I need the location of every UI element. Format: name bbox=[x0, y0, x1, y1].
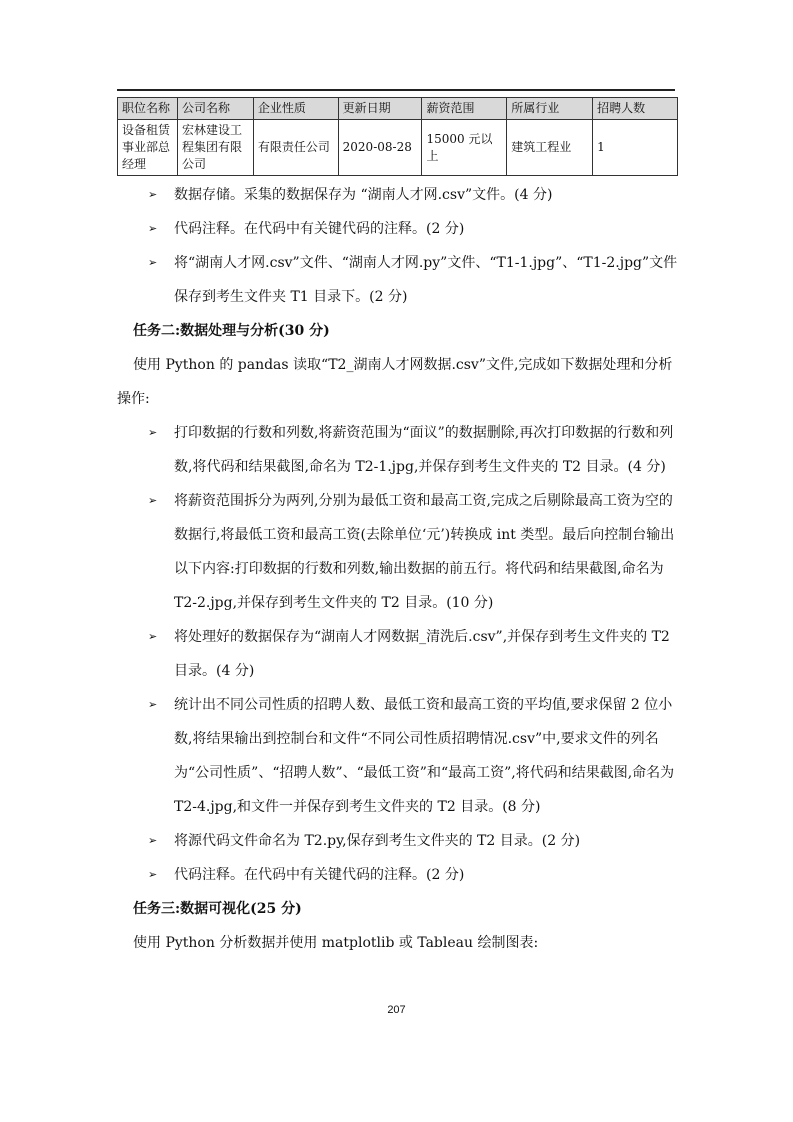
table-cell: 2020-08-28 bbox=[338, 120, 422, 176]
list-item-text: 统计出不同公司性质的招聘人数、最低工资和最高工资的平均值,要求保留 2 位小数,将结果输出到控制台和文件“不同公司性质招聘情况.csv”中,要求文件的列名为“公司性质”、“招聘人数”、“最低工资”和“最高工资”,将代码和结果截图,命名为 T2-4.jpg,和文件一并保存到考生文件夹的 T2 目录。(8 分) bbox=[174, 697, 675, 815]
table-cell: 1 bbox=[593, 120, 678, 176]
header-cell: 所属行业 bbox=[507, 98, 593, 120]
table-cell: 建筑工程业 bbox=[507, 120, 593, 176]
header-cell: 企业性质 bbox=[253, 98, 338, 120]
list-item bbox=[117, 688, 679, 824]
header-cell: 职位名称 bbox=[118, 98, 178, 120]
list-item-text: 代码注释。在代码中有关键代码的注释。(2 分) bbox=[174, 867, 465, 883]
list-item-text: 数据存储。采集的数据保存为 “湖南人才网.csv”文件。(4 分) bbox=[174, 187, 553, 203]
list-item-text: 将薪资范围拆分为两列,分别为最低工资和最高工资,完成之后剔除最高工资为空的数据行,将最低工资和最高工资(去除单位‘元’)转换成 int 类型。最后向控制台输出以下内容:打印数据的行数和列数,输出数据的前五行。将代码和结果截图,命名为 T2-2.jpg,并保存到考生文件夹的 T2 目录。(10 分) bbox=[174, 493, 675, 611]
paragraph: 使用 Python 分析数据并使用 matplotlib 或 Tableau 绘制图表: bbox=[133, 935, 539, 951]
table-cell: 宏林建设工程集团有限公司 bbox=[177, 120, 253, 176]
table-cell: 15000 元以上 bbox=[422, 120, 507, 176]
header-rule bbox=[117, 89, 675, 91]
job-table bbox=[117, 97, 678, 176]
bullet-arrow-icon: ➢ bbox=[148, 222, 158, 235]
bullet-arrow-icon: ➢ bbox=[148, 256, 158, 269]
list-item bbox=[117, 178, 679, 212]
bullet-arrow-icon: ➢ bbox=[148, 834, 158, 847]
header-cell: 招聘人数 bbox=[593, 98, 678, 120]
document-body bbox=[117, 178, 679, 960]
header-cell: 公司名称 bbox=[177, 98, 253, 120]
bullet-arrow-icon: ➢ bbox=[148, 188, 158, 201]
list-item-text: 打印数据的行数和列数,将薪资范围为“面议”的数据删除,再次打印数据的行数和列数,将代码和结果截图,命名为 T2-1.jpg,并保存到考生文件夹的 T2 目录。(4 分) bbox=[174, 425, 674, 475]
table-header-row bbox=[118, 98, 678, 120]
paragraph: 使用 Python 的 pandas 读取“T2_湖南人才网数据.csv”文件,完成如下数据处理和分析操作: bbox=[117, 357, 673, 407]
list-item-text: 将“湖南人才网.csv”文件、“湖南人才网.py”文件、“T1-1.jpg”、“T1-2.jpg”文件保存到考生文件夹 T1 目录下。(2 分) bbox=[174, 255, 678, 305]
page-number: 207 bbox=[387, 1004, 406, 1016]
section-heading: 任务二:数据处理与分析(30 分) bbox=[133, 323, 330, 339]
list-item bbox=[117, 620, 679, 688]
bullet-arrow-icon: ➢ bbox=[148, 698, 158, 711]
table-cell: 有限责任公司 bbox=[253, 120, 338, 176]
list-item bbox=[117, 416, 679, 484]
list-item bbox=[117, 212, 679, 246]
table-row bbox=[118, 120, 678, 176]
list-item bbox=[117, 484, 679, 620]
list-item bbox=[117, 824, 679, 858]
list-item bbox=[117, 246, 679, 314]
list-item-text: 代码注释。在代码中有关键代码的注释。(2 分) bbox=[174, 221, 465, 237]
header-cell: 更新日期 bbox=[338, 98, 422, 120]
bullet-arrow-icon: ➢ bbox=[148, 494, 158, 507]
list-item-text: 将处理好的数据保存为“湖南人才网数据_清洗后.csv”,并保存到考生文件夹的 T2 目录。(4 分) bbox=[174, 629, 670, 679]
header-cell: 薪资范围 bbox=[422, 98, 507, 120]
bullet-arrow-icon: ➢ bbox=[148, 868, 158, 881]
table-cell: 设备租赁事业部总经理 bbox=[118, 120, 178, 176]
list-item bbox=[117, 858, 679, 892]
bullet-arrow-icon: ➢ bbox=[148, 426, 158, 439]
bullet-arrow-icon: ➢ bbox=[148, 630, 158, 643]
section-heading: 任务三:数据可视化(25 分) bbox=[133, 901, 302, 917]
list-item-text: 将源代码文件命名为 T2.py,保存到考生文件夹的 T2 目录。(2 分) bbox=[174, 833, 581, 849]
